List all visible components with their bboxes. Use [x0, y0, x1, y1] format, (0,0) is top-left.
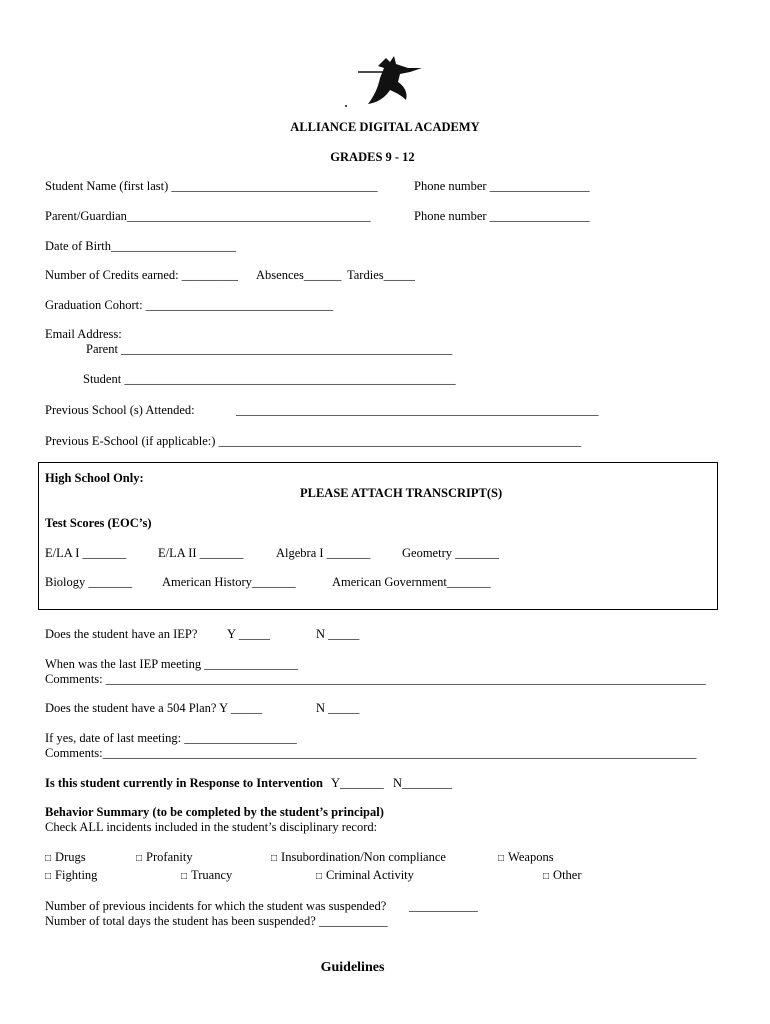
plan504-question[interactable]: Does the student have a 504 Plan? Y _____	[45, 701, 263, 715]
checkbox-icon: □	[543, 871, 550, 882]
date-of-birth-field[interactable]: Date of Birth____________________	[45, 239, 236, 253]
checkbox-label: Other	[553, 868, 582, 882]
email-address-label: Email Address:	[45, 327, 122, 341]
ela2-field[interactable]: E/LA II _______	[158, 546, 244, 560]
high-school-only-heading: High School Only:	[45, 471, 144, 485]
plan504-no-field[interactable]: N _____	[316, 701, 360, 715]
checkbox-criminal-activity[interactable]	[316, 868, 414, 883]
student-name-field[interactable]: Student Name (first last) _________________________________	[45, 179, 378, 193]
geometry-field[interactable]: Geometry _______	[402, 546, 499, 560]
graduation-cohort-field[interactable]: Graduation Cohort: ______________________________	[45, 298, 334, 312]
plan504-last-meeting-field[interactable]: If yes, date of last meeting: __________________	[45, 731, 297, 745]
ela1-field[interactable]: E/LA I _______	[45, 546, 127, 560]
rti-question: Is this student currently in Response to Intervention	[45, 776, 323, 790]
credits-field[interactable]: Number of Credits earned: _________	[45, 268, 239, 282]
behavior-summary-heading: Behavior Summary (to be completed by the student’s principal)	[45, 805, 384, 819]
guidelines-heading: Guidelines	[320, 960, 385, 975]
iep-comments-field[interactable]: Comments: ________________________________________________________________________________________________	[45, 672, 706, 686]
checkbox-label: Criminal Activity	[326, 868, 414, 882]
checkbox-icon: □	[45, 853, 52, 864]
checkbox-label: Fighting	[55, 868, 98, 882]
rti-yes-field[interactable]: Y_______	[331, 776, 384, 790]
tardies-field[interactable]: Tardies_____	[347, 268, 415, 282]
school-title: ALLIANCE DIGITAL ACADEMY	[290, 120, 480, 134]
absences-field[interactable]: Absences______	[256, 268, 342, 282]
checkbox-label: Weapons	[508, 850, 554, 864]
checkbox-label: Insubordination/Non compliance	[281, 850, 446, 864]
checkbox-icon: □	[181, 871, 188, 882]
academy-logo	[340, 52, 430, 112]
parent-guardian-field[interactable]: Parent/Guardian_______________________________________	[45, 209, 371, 223]
checkbox-label: Drugs	[55, 850, 86, 864]
iep-no-field[interactable]: N _____	[316, 627, 360, 641]
iep-last-meeting-field[interactable]: When was the last IEP meeting _______________	[45, 657, 298, 671]
suspension-incidents-field[interactable]: ___________	[409, 899, 478, 913]
email-student-field[interactable]: Student _____________________________________________________	[83, 372, 456, 386]
behavior-instruction: Check ALL incidents included in the student’s disciplinary record:	[45, 820, 378, 834]
iep-question: Does the student have an IEP?	[45, 627, 198, 641]
checkbox-profanity[interactable]	[136, 850, 193, 865]
checkbox-icon: □	[271, 853, 278, 864]
biology-field[interactable]: Biology _______	[45, 575, 133, 589]
checkbox-icon: □	[45, 871, 52, 882]
rti-no-field[interactable]: N________	[393, 776, 453, 790]
suspension-incidents-label: Number of previous incidents for which the student was suspended?	[45, 899, 387, 913]
iep-yes-field[interactable]: Y _____	[227, 627, 270, 641]
checkbox-insubordination[interactable]	[271, 850, 446, 865]
checkbox-label: Truancy	[191, 868, 233, 882]
checkbox-icon: □	[136, 853, 143, 864]
checkbox-other[interactable]	[543, 868, 582, 883]
checkbox-icon: □	[498, 853, 505, 864]
checkbox-label: Profanity	[146, 850, 193, 864]
test-scores-heading: Test Scores (EOC’s)	[45, 516, 152, 530]
checkbox-drugs[interactable]	[45, 850, 86, 865]
previous-school-label: Previous School (s) Attended:	[45, 403, 195, 417]
checkbox-truancy[interactable]	[181, 868, 232, 883]
email-parent-field[interactable]: Parent _____________________________________________________	[86, 342, 453, 356]
american-history-field[interactable]: American History_______	[162, 575, 296, 589]
parent-phone-field[interactable]: Phone number ________________	[414, 209, 590, 223]
previous-school-field[interactable]: __________________________________________________________	[236, 403, 599, 417]
checkbox-icon: □	[316, 871, 323, 882]
checkbox-weapons[interactable]	[498, 850, 554, 865]
algebra1-field[interactable]: Algebra I _______	[276, 546, 371, 560]
phone-number-field[interactable]: Phone number ________________	[414, 179, 590, 193]
grades-heading: GRADES 9 - 12	[330, 150, 415, 164]
previous-eschool-field[interactable]: Previous E-School (if applicable:) __________________________________________________________	[45, 434, 582, 448]
attach-transcript-note: PLEASE ATTACH TRANSCRIPT(S)	[300, 486, 503, 500]
checkbox-fighting[interactable]	[45, 868, 97, 883]
plan504-comments-field[interactable]: Comments:_______________________________________________________________________________________________	[45, 746, 697, 760]
american-government-field[interactable]: American Government_______	[332, 575, 491, 589]
suspension-days-field[interactable]: Number of total days the student has been suspended? ___________	[45, 914, 388, 928]
